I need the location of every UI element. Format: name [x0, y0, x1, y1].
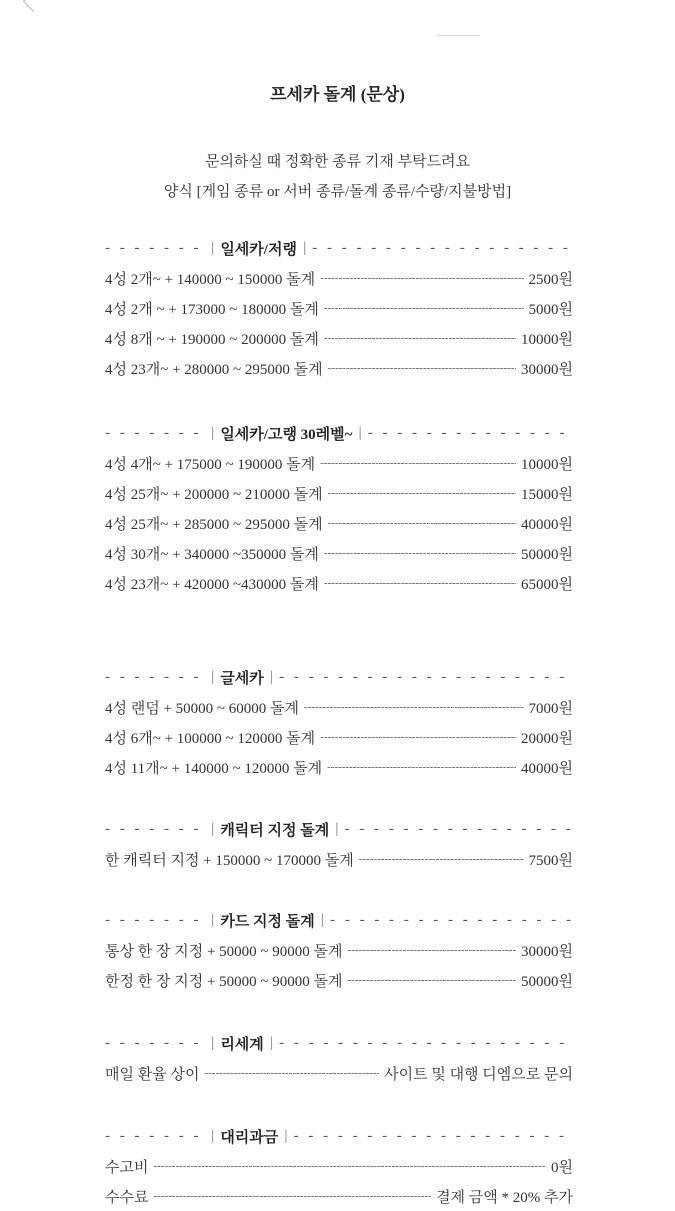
divider: [436, 35, 480, 36]
bar-divider: |: [211, 911, 215, 928]
section-header: [105, 662, 573, 692]
item-label: 통상 한 장 지정 + 50000 ~ 90000 돌계: [105, 943, 343, 960]
price-row: [105, 722, 573, 752]
bar-divider: |: [302, 239, 307, 256]
bar-divider: |: [211, 239, 215, 256]
dash-leader: [359, 853, 524, 865]
dash-divider: [105, 821, 205, 838]
section-header: [105, 418, 573, 448]
section-title: 일세카/고랭 30레벨~: [220, 426, 353, 443]
bar-divider: |: [269, 1034, 274, 1051]
item-price: 사이트 및 대행 디엠으로 문의: [384, 1066, 573, 1083]
bar-divider: |: [320, 911, 325, 928]
item-label: 4성 랜덤 + 50000 ~ 60000 돌계: [105, 700, 300, 717]
bar-divider: |: [335, 820, 339, 837]
item-price: 65000원: [521, 576, 573, 593]
item-price: 7500원: [528, 852, 573, 869]
price-row: [105, 965, 573, 995]
dash-leader: [320, 731, 516, 743]
item-label: 4성 23개~ + 280000 ~ 295000 돌계: [105, 361, 323, 378]
price-section: [105, 1028, 573, 1088]
item-price: 30000원: [521, 943, 573, 960]
bar-divider: |: [211, 820, 215, 837]
item-price: 20000원: [521, 730, 573, 747]
dash-divider: [105, 425, 205, 442]
dash-leader: [153, 1160, 546, 1172]
item-price: 결제 금액 * 20% 추가: [436, 1189, 573, 1206]
dash-leader: [328, 487, 516, 499]
dash-leader: [324, 547, 516, 559]
item-price: 0원: [551, 1159, 573, 1176]
dash-leader: [348, 944, 517, 956]
item-price: 10000원: [521, 456, 573, 473]
dash-leader: [304, 701, 523, 713]
price-row: [105, 1151, 573, 1181]
item-label: 매일 환율 상이: [105, 1066, 200, 1083]
dash-leader: [327, 761, 516, 773]
section-header: [105, 905, 573, 935]
item-price: 50000원: [521, 546, 573, 563]
price-row: [105, 935, 573, 965]
bar-divider: |: [269, 668, 274, 685]
dash-divider: [279, 669, 573, 686]
dash-leader: [324, 332, 516, 344]
price-section: [105, 905, 573, 995]
dash-divider: [345, 821, 573, 838]
dash-divider: [105, 669, 205, 686]
item-label: 4성 2개~ + 140000 ~ 150000 돌계: [105, 271, 316, 288]
item-price: 2500원: [528, 271, 573, 288]
item-price: 30000원: [521, 361, 573, 378]
dash-divider: [105, 240, 205, 257]
dash-divider: [330, 912, 573, 929]
page-title: 프세카 돌계 (문상): [270, 85, 405, 104]
item-label: 4성 30개~ + 340000 ~350000 돌계: [105, 546, 319, 563]
section-header: [105, 233, 573, 263]
price-row: [105, 478, 573, 508]
price-section: [105, 1121, 573, 1211]
dash-divider: [105, 912, 205, 929]
item-label: 4성 11개~ + 140000 ~ 120000 돌계: [105, 760, 323, 777]
dash-leader: [320, 272, 523, 284]
dash-leader: [324, 302, 524, 314]
bar-divider: |: [284, 1127, 288, 1144]
item-label: 수수료: [105, 1189, 149, 1206]
item-label: 4성 25개~ + 200000 ~ 210000 돌계: [105, 486, 323, 503]
dash-divider: [105, 1128, 205, 1145]
price-row: [105, 752, 573, 782]
dash-divider: [105, 1035, 205, 1052]
subtitle-format: 양식 [게임 종류 or 서버 종류/돌계 종류/수량/지불방법]: [163, 184, 512, 200]
dash-leader: [328, 517, 516, 529]
price-section: [105, 662, 573, 782]
price-row: [105, 263, 573, 293]
item-label: 한정 한 장 지정 + 50000 ~ 90000 돌계: [105, 973, 343, 990]
item-label: 수고비: [105, 1159, 149, 1176]
price-row: [105, 568, 573, 598]
item-price: 15000원: [521, 486, 573, 503]
dash-leader: [204, 1067, 379, 1079]
price-row: [105, 692, 573, 722]
price-section: [105, 233, 573, 383]
item-price: 5000원: [528, 301, 573, 318]
dash-divider: [312, 240, 573, 257]
dash-leader: [328, 362, 516, 374]
price-section: [105, 814, 573, 874]
dash-divider: [368, 425, 573, 442]
item-price: 7000원: [528, 700, 573, 717]
price-row: [105, 538, 573, 568]
item-label: 4성 4개~ + 175000 ~ 190000 돌계: [105, 456, 316, 473]
section-title: 글세카: [220, 670, 264, 687]
bar-divider: |: [211, 1127, 215, 1144]
dash-divider: [294, 1128, 573, 1145]
back-chevron-icon[interactable]: [23, 0, 44, 12]
dash-divider: [279, 1035, 573, 1052]
section-title: 대리과금: [220, 1129, 279, 1146]
section-header: [105, 1121, 573, 1151]
item-price: 40000원: [521, 760, 573, 777]
item-price: 40000원: [521, 516, 573, 533]
item-price: 10000원: [521, 331, 573, 348]
item-label: 4성 2개 ~ + 173000 ~ 180000 돌계: [105, 301, 319, 318]
bar-divider: |: [358, 424, 362, 441]
section-header: [105, 1028, 573, 1058]
dash-leader: [320, 457, 516, 469]
item-label: 4성 25개~ + 285000 ~ 295000 돌계: [105, 516, 323, 533]
section-title: 카드 지정 돌계: [220, 913, 315, 930]
dash-leader: [348, 974, 517, 986]
price-row: [105, 1058, 573, 1088]
item-label: 4성 6개~ + 100000 ~ 120000 돌계: [105, 730, 316, 747]
price-row: [105, 448, 573, 478]
item-price: 50000원: [521, 973, 573, 990]
price-section: [105, 418, 573, 598]
section-title: 일세카/저랭: [220, 241, 297, 258]
section-header: [105, 814, 573, 844]
bar-divider: |: [211, 668, 215, 685]
bar-divider: |: [211, 1034, 215, 1051]
dash-leader: [153, 1190, 431, 1202]
price-row: [105, 508, 573, 538]
item-label: 4성 23개~ + 420000 ~430000 돌계: [105, 576, 319, 593]
subtitle-line: 문의하실 때 정확한 종류 기재 부탁드려요: [204, 154, 471, 170]
item-label: 4성 8개 ~ + 190000 ~ 200000 돌계: [105, 331, 319, 348]
bar-divider: |: [211, 424, 215, 441]
section-title: 캐릭터 지정 돌계: [220, 822, 330, 839]
price-row: [105, 844, 573, 874]
price-row: [105, 293, 573, 323]
price-row: [105, 353, 573, 383]
item-label: 한 캐릭터 지정 + 150000 ~ 170000 돌계: [105, 852, 354, 869]
price-row: [105, 1181, 573, 1211]
section-title: 리세계: [220, 1036, 264, 1053]
price-row: [105, 323, 573, 353]
dash-leader: [324, 577, 516, 589]
